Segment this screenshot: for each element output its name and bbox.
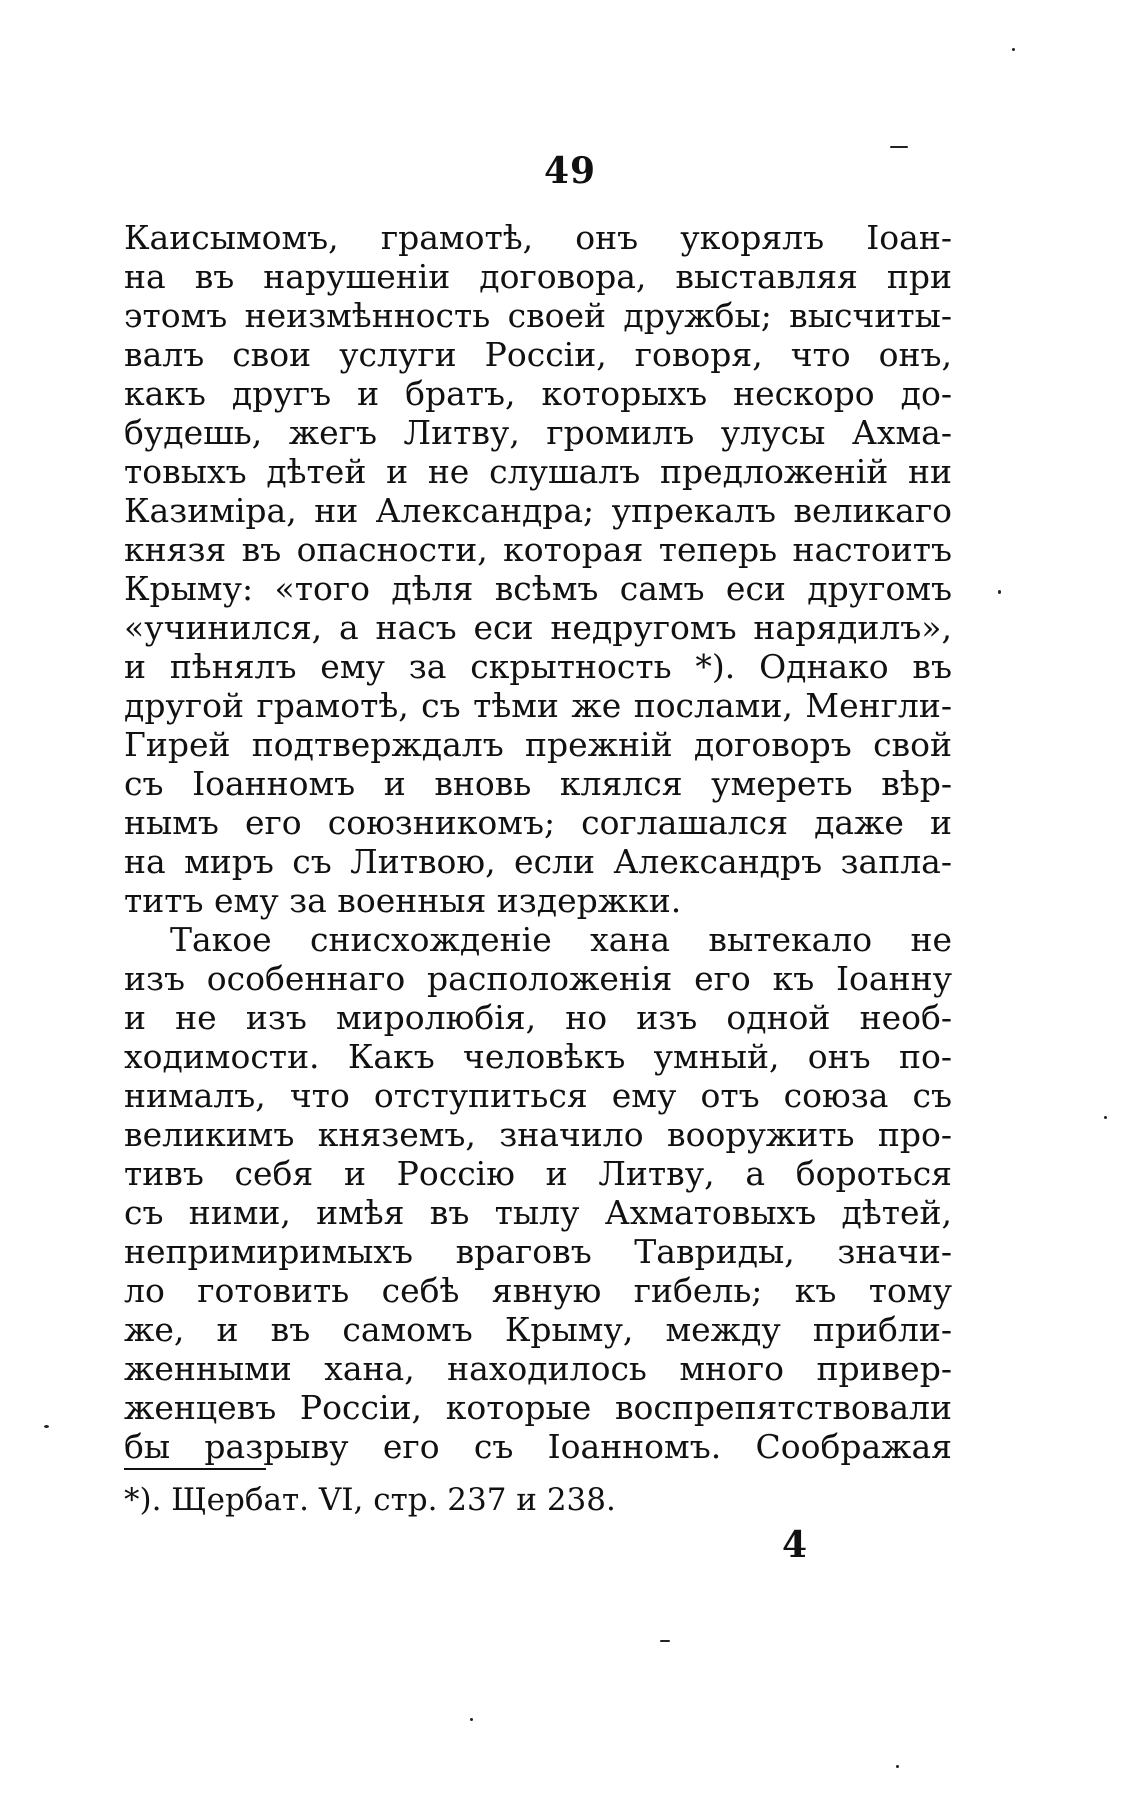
footnote: *). Щербат. VI, стр. 237 и 238. <box>124 1482 616 1518</box>
text-line: изъ особеннаго расположенія его къ Іоанну <box>124 959 952 998</box>
text-line: бы разрыву его съ Іоанномъ. Соображая <box>124 1427 952 1466</box>
text-line: Такое снисхожденіе хана вытекало не <box>170 920 952 959</box>
scan-speck <box>890 146 908 148</box>
text-line: нималъ, что отступиться ему отъ союза съ <box>124 1076 952 1115</box>
text-line: Гирей подтверждалъ прежній договоръ свой <box>124 725 952 764</box>
text-line: «учинился, а насъ еси недругомъ нарядилъ», <box>124 608 952 647</box>
text-line: великимъ княземъ, значило вооружить про- <box>124 1115 952 1154</box>
text-line: этомъ неизмѣнность своей дружбы; высчиты- <box>124 296 952 335</box>
text-line: ходимости. Какъ человѣкъ умный, онъ по- <box>124 1037 952 1076</box>
scan-speck <box>1104 1116 1107 1119</box>
text-line: Казиміра, ни Александра; упрекалъ великаго <box>124 491 952 530</box>
scan-speck <box>44 1425 49 1428</box>
text-line: Каисымомъ, грамотѣ, онъ укорялъ Іоан- <box>124 218 952 257</box>
signature-mark: 4 <box>782 1524 808 1566</box>
text-line: тивъ себя и Россію и Литву, а бороться <box>124 1154 952 1193</box>
paragraph-1 <box>124 218 952 920</box>
text-line: нымъ его союзникомъ; соглашался даже и <box>124 803 952 842</box>
text-line: князя въ опасности, которая теперь настоитъ <box>124 530 952 569</box>
text-line: же, и въ самомъ Крыму, между прибли- <box>124 1310 952 1349</box>
text-line: и не изъ миролюбія, но изъ одной необ- <box>124 998 952 1037</box>
text-line: товыхъ дѣтей и не слушалъ предложеній ни <box>124 452 952 491</box>
text-line: и пѣнялъ ему за скрытность *). Однако въ <box>124 647 952 686</box>
text-line: на миръ съ Литвою, если Александръ запла- <box>124 842 952 881</box>
text-line: ло готовить себѣ явную гибель; къ тому <box>124 1271 952 1310</box>
text-line: съ Іоанномъ и вновь клялся умереть вѣр- <box>124 764 952 803</box>
text-line: будешь, жегъ Литву, громилъ улусы Ахма- <box>124 413 952 452</box>
text-line: непримиримыхъ враговъ Тавриды, значи- <box>124 1232 952 1271</box>
text-line: на въ нарушеніи договора, выставляя при <box>124 257 952 296</box>
scan-speck <box>998 590 1001 594</box>
footnote-rule <box>124 1468 266 1470</box>
scan-speck <box>1012 48 1015 51</box>
scan-speck <box>896 1765 899 1768</box>
scan-speck <box>660 1640 670 1642</box>
body-text <box>124 218 952 1466</box>
text-line: женными хана, находилось много привер- <box>124 1349 952 1388</box>
text-line: титъ ему за военныя издержки. <box>124 881 682 920</box>
text-line: другой грамотѣ, съ тѣми же послами, Менгли- <box>124 686 952 725</box>
text-line: съ ними, имѣя въ тылу Ахматовыхъ дѣтей, <box>124 1193 952 1232</box>
scan-speck <box>470 1718 473 1721</box>
paragraph-2 <box>124 920 952 1466</box>
text-line: какъ другъ и братъ, которыхъ нескоро до- <box>124 374 952 413</box>
text-line: валъ свои услуги Россіи, говоря, что онъ, <box>124 335 952 374</box>
text-line: Крыму: «того дѣля всѣмъ самъ еси другомъ <box>124 569 952 608</box>
text-line: женцевъ Россіи, которые воспрепятствовали <box>124 1388 952 1427</box>
page-number: 49 <box>543 150 597 192</box>
